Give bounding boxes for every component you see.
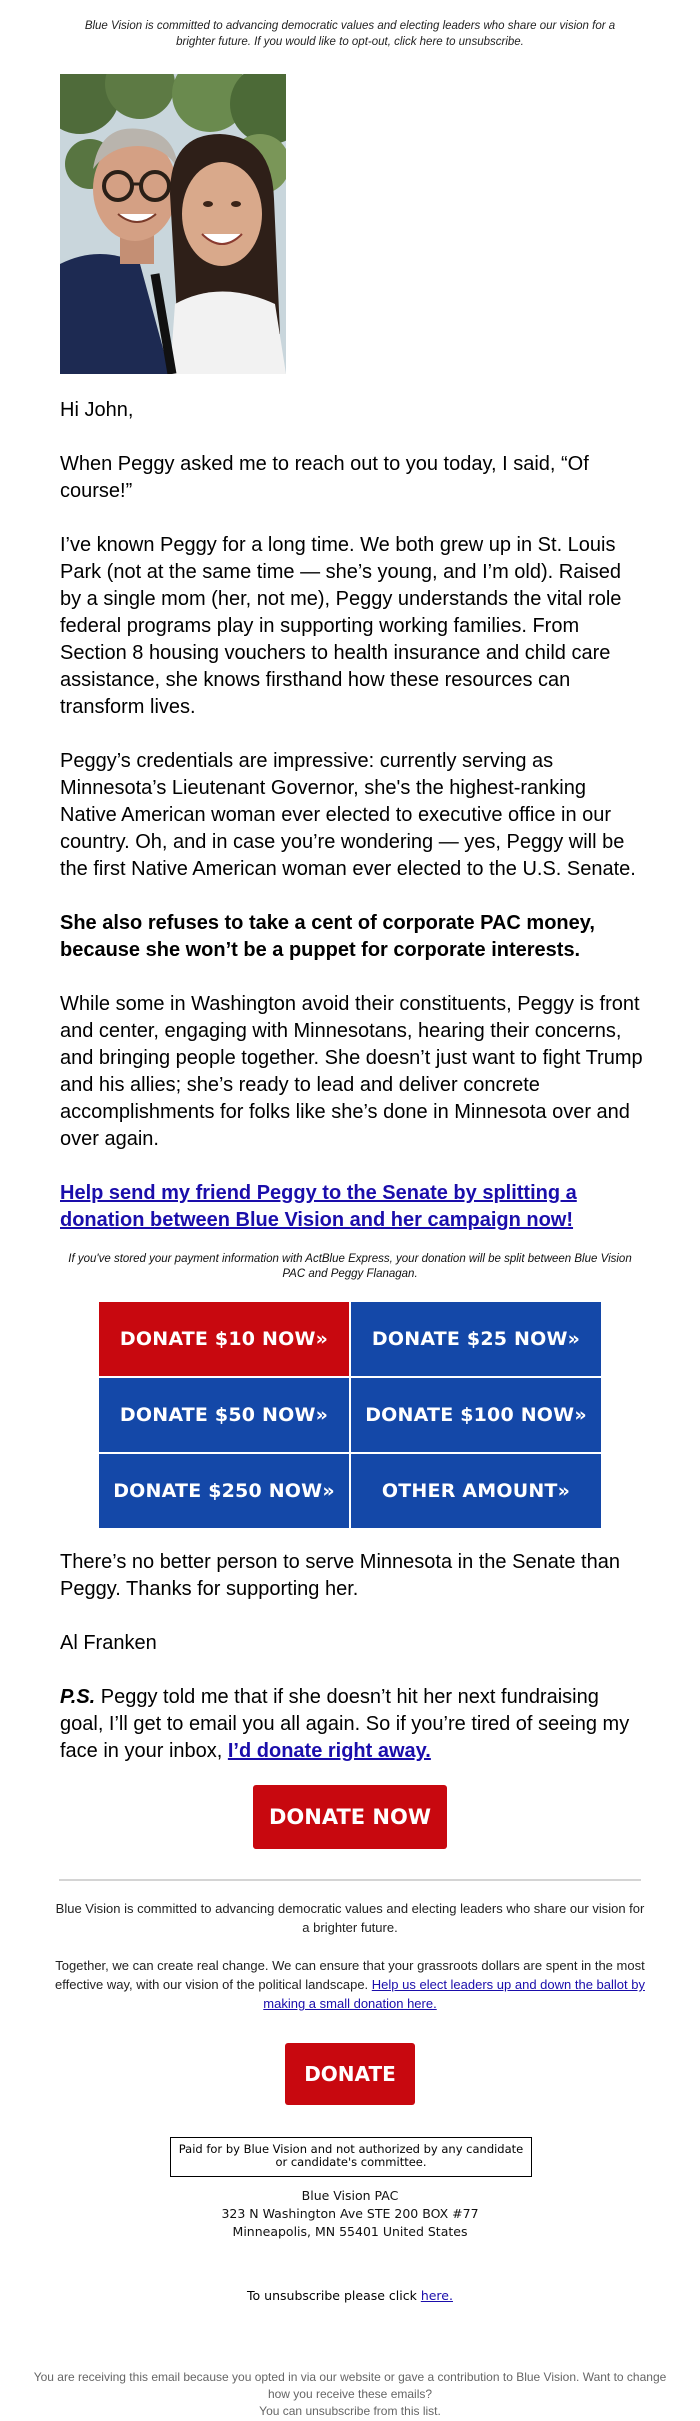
- divider: [59, 1879, 641, 1881]
- donate-10-button[interactable]: DONATE $10 NOW»: [99, 1302, 349, 1376]
- bottom-notice-line-1: You are receiving this email because you opted in via our website or gave a contribution to Blue Vision. Want to change how you receive these emails?: [33, 2370, 667, 2401]
- paragraph-3: Peggy’s credentials are impressive: currently serving as Minnesota’s Lieutenant Governor, she's the highest-ranking Native American woman ever elected to executive office in our country. Oh, and in case you’re wondering — yes, Peggy will be the first Native American woman ever elected to the U.S. Senate.: [60, 750, 636, 880]
- paid-for-disclaimer: Paid for by Blue Vision and not authorized by any candidate or candidate's committee.: [170, 2137, 532, 2177]
- unsubscribe-line: [0, 2287, 700, 2305]
- mailing-address: [0, 2187, 700, 2241]
- donate-100-button[interactable]: DONATE $100 NOW»: [351, 1378, 601, 1452]
- donate-250-button[interactable]: DONATE $250 NOW»: [99, 1454, 349, 1528]
- letter-body: [60, 397, 645, 1234]
- address-line-2: Minneapolis, MN 55401 United States: [232, 2224, 468, 2239]
- footer-donate-button[interactable]: DONATE: [285, 2043, 415, 2105]
- bottom-notice-line-2[interactable]: You can unsubscribe from this list.: [259, 2404, 441, 2418]
- ps-donate-link[interactable]: I’d donate right away.: [227, 1740, 431, 1762]
- donate-25-button[interactable]: DONATE $25 NOW»: [351, 1302, 601, 1376]
- bottom-notice: [30, 2369, 670, 2420]
- split-donation-link[interactable]: Help send my friend Peggy to the Senate by splitting a donation between Blue Vision and her campaign now!: [60, 1182, 577, 1231]
- donate-50-button[interactable]: DONATE $50 NOW»: [99, 1378, 349, 1452]
- footer-mission: Blue Vision is committed to advancing democratic values and electing leaders who share our vision for a brighter future.: [55, 1901, 645, 1935]
- ps-text: Peggy told me that if she doesn’t hit her next fundraising goal, I’ll get to email you all again. So if you’re tired of seeing my face in your inbox,: [60, 1686, 630, 1762]
- ps-label: P.S.: [60, 1686, 96, 1708]
- unsubscribe-link[interactable]: here.: [420, 2288, 453, 2303]
- other-amount-button[interactable]: OTHER AMOUNT»: [351, 1454, 601, 1528]
- footer-together: [55, 1956, 645, 2013]
- greeting: Hi John,: [60, 399, 134, 421]
- actblue-split-note: If you've stored your payment information with ActBlue Express, your donation will be split between Blue Vision PAC and Peggy Flanagan.: [68, 1253, 632, 1280]
- hero-photo-illustration: [60, 74, 286, 374]
- hero-photo: [60, 74, 286, 374]
- org-name: Blue Vision PAC: [301, 2188, 399, 2203]
- footer-together-text: Together, we can create real change. We can ensure that your grassroots dollars are spent in the most effective way, with our vision of the political landscape.: [55, 1958, 645, 1992]
- letter-closing: [60, 1549, 645, 1765]
- unsubscribe-text: To unsubscribe please click: [247, 2288, 421, 2303]
- donation-grid: [99, 1302, 601, 1528]
- paragraph-2: I’ve known Peggy for a long time. We both grew up in St. Louis Park (not at the same time — she’s young, and I’m old). Raised by a single mom (her, not me), Peggy understands the vital role federal programs play in supporting working families. From Section 8 housing vouchers to health insurance and child care assistance, she knows firsthand how these resources can transform lives.: [60, 534, 622, 718]
- paragraph-6: There’s no better person to serve Minnesota in the Senate than Peggy. Thanks for supporting her.: [60, 1551, 620, 1600]
- address-line-1: 323 N Washington Ave STE 200 BOX #77: [221, 2206, 479, 2221]
- footer-donate-link[interactable]: Help us elect leaders up and down the ballot by making a small donation here.: [263, 1977, 645, 2011]
- donate-now-button[interactable]: DONATE NOW: [253, 1785, 447, 1849]
- postscript: [60, 1684, 645, 1765]
- paragraph-5: While some in Washington avoid their constituents, Peggy is front and center, engaging with Minnesotans, hearing their concerns, and bringing people together. She doesn’t just want to fight Trump and his allies; she’s ready to lead and deliver concrete accomplishments for folks like she’s done in Minnesota over and over again.: [60, 993, 643, 1150]
- paragraph-1: When Peggy asked me to reach out to you today, I said, “Of course!”: [60, 453, 589, 502]
- preheader-text[interactable]: Blue Vision is committed to advancing democratic values and electing leaders who share our vision for a brighter future. If you would like to opt-out, click here to unsubscribe.: [84, 20, 616, 48]
- signature: Al Franken: [60, 1632, 157, 1654]
- paragraph-bold: She also refuses to take a cent of corporate PAC money, because she won’t be a puppet for corporate interests.: [60, 912, 595, 961]
